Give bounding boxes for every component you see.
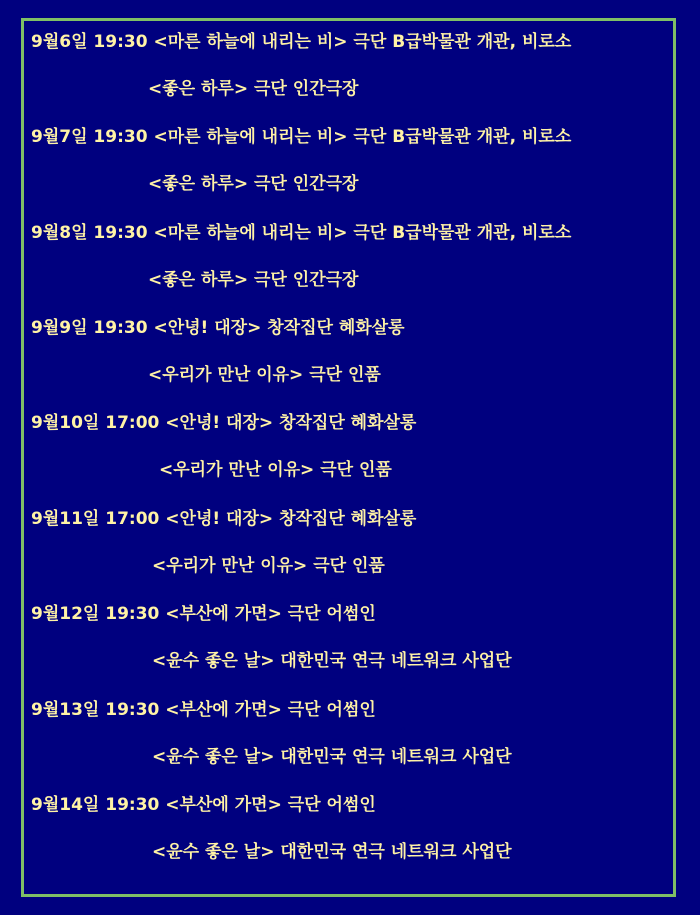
- show-title: <안녕! 대장> 창작집단 혜화살롱: [165, 413, 417, 433]
- show-title: <좋은 하루> 극단 인간극장: [148, 79, 359, 99]
- show-title: <안녕! 대장> 창작집단 혜화살롱: [165, 509, 417, 529]
- show-title: <우리가 만난 이유> 극단 인품: [148, 365, 381, 385]
- show-title: <윤수 좋은 날> 대한민국 연극 네트워크 사업단: [152, 747, 512, 767]
- date-time: 9월8일 19:30: [31, 223, 148, 243]
- schedule-line: [31, 317, 405, 339]
- schedule-line-second: [152, 650, 512, 672]
- date-time: 9월11일 17:00: [31, 509, 160, 529]
- schedule-line: [31, 412, 416, 434]
- show-title: <좋은 하루> 극단 인간극장: [148, 174, 359, 194]
- schedule-line: [31, 126, 571, 148]
- date-time: 9월12일 19:30: [31, 604, 160, 624]
- schedule-line: [31, 699, 376, 721]
- schedule-line-second: [148, 78, 358, 100]
- date-time: 9월14일 19:30: [31, 795, 160, 815]
- schedule-frame: [21, 18, 676, 897]
- show-title: <부산에 가면> 극단 어썸인: [165, 700, 376, 720]
- show-title: <부산에 가면> 극단 어썸인: [165, 795, 376, 815]
- schedule-line-second: [152, 746, 512, 768]
- show-title: <마른 하늘에 내리는 비> 극단 B급박물관 개관, 비로소: [153, 223, 572, 243]
- schedule-line-second: [148, 269, 358, 291]
- show-title: <마른 하늘에 내리는 비> 극단 B급박물관 개관, 비로소: [153, 127, 572, 147]
- show-title: <부산에 가면> 극단 어썸인: [165, 604, 376, 624]
- schedule-line: [31, 31, 571, 53]
- show-title: <마른 하늘에 내리는 비> 극단 B급박물관 개관, 비로소: [153, 32, 572, 52]
- schedule-line-second: [152, 555, 385, 577]
- schedule-line-second: [148, 364, 381, 386]
- schedule-line: [31, 508, 416, 530]
- date-time: 9월9일 19:30: [31, 318, 148, 338]
- show-title: <좋은 하루> 극단 인간극장: [148, 270, 359, 290]
- show-title: <우리가 만난 이유> 극단 인품: [159, 460, 392, 480]
- date-time: 9월6일 19:30: [31, 32, 148, 52]
- show-title: <윤수 좋은 날> 대한민국 연극 네트워크 사업단: [152, 651, 512, 671]
- schedule-line: [31, 222, 571, 244]
- show-title: <윤수 좋은 날> 대한민국 연극 네트워크 사업단: [152, 842, 512, 862]
- date-time: 9월7일 19:30: [31, 127, 148, 147]
- schedule-line: [31, 794, 376, 816]
- date-time: 9월13일 19:30: [31, 700, 160, 720]
- schedule-line-second: [152, 841, 512, 863]
- schedule-line-second: [159, 459, 392, 481]
- schedule-line: [31, 603, 376, 625]
- show-title: <우리가 만난 이유> 극단 인품: [152, 556, 385, 576]
- schedule-line-second: [148, 173, 358, 195]
- show-title: <안녕! 대장> 창작집단 혜화살롱: [153, 318, 405, 338]
- date-time: 9월10일 17:00: [31, 413, 160, 433]
